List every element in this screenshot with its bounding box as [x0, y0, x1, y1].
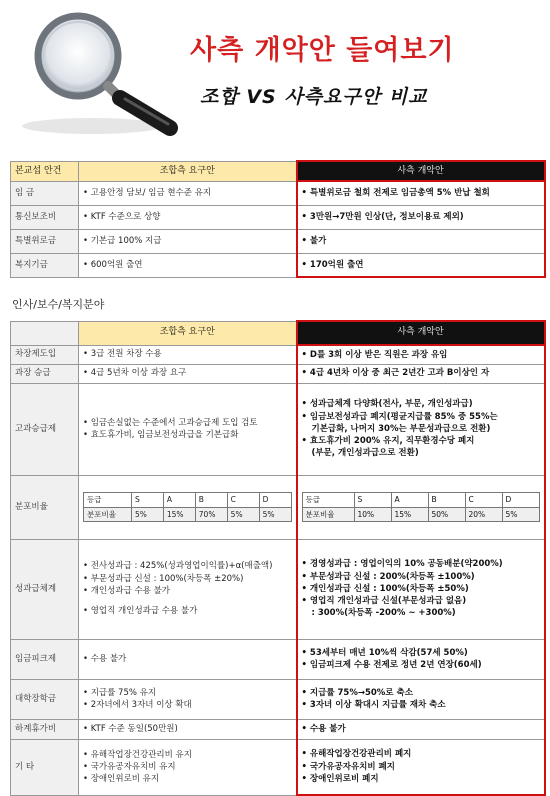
grade-cell: B	[195, 493, 227, 507]
ratio-label: 분포비율	[302, 507, 354, 521]
table-row	[11, 679, 545, 719]
company-proposal: • 성과급체계 다양화(전사, 부문, 개인성과급)	[302, 398, 540, 410]
grade-cell: D	[259, 493, 291, 507]
union-proposal: • 국가유공자유치비 유지	[83, 761, 292, 773]
table-row	[11, 739, 545, 795]
main-negotiation-table	[10, 160, 546, 278]
grade-cell: S	[354, 493, 391, 507]
ratio-cell: 70%	[195, 507, 227, 521]
grade-cell: A	[391, 493, 428, 507]
ratio-cell: 5%	[259, 507, 291, 521]
company-proposal-cont: 기본급화, 나머지 30%는 부문성과급으로 전환)	[311, 423, 491, 434]
grade-label: 등급	[302, 493, 354, 507]
company-proposal: • 170억원 출연	[302, 259, 540, 271]
row-category: 하계휴가비	[11, 719, 79, 739]
row-category: 과장 승급	[11, 364, 79, 383]
company-proposal-cont: (부문, 개인성과급으로 전환)	[311, 448, 419, 459]
ratio-cell: 5%	[502, 507, 539, 521]
union-proposal: • KTF 수준으로 상향	[83, 211, 292, 223]
row-category: 특별위로금	[11, 229, 79, 253]
ratio-cell: 5%	[132, 507, 164, 521]
table-header-row	[11, 161, 545, 181]
union-proposal: • 유해작업장건강관리비 유지	[83, 749, 292, 761]
magnifying-glass-icon	[20, 8, 190, 138]
union-proposal: • 효도휴가비, 임금보전성과급을 기본급화	[83, 429, 292, 441]
union-proposal: • 2자녀에서 3자녀 이상 확대	[83, 699, 292, 711]
row-category: 임 금	[11, 181, 79, 205]
table-row	[11, 205, 545, 229]
grade-cell: C	[465, 493, 502, 507]
row-category: 차장제도입	[11, 345, 79, 364]
union-proposal: • 임금손실없는 수준에서 고과승급제 도입 검토	[83, 417, 292, 429]
table-header-row	[11, 321, 545, 345]
table-row	[11, 639, 545, 679]
header-company: 사측 개악안	[297, 321, 545, 345]
union-proposal: • 600억원 출연	[83, 259, 292, 271]
table-row	[11, 229, 545, 253]
company-proposal: • 장애인위로비 폐지	[302, 773, 540, 785]
table-row	[11, 475, 545, 539]
company-proposal: • 지급률 75%→50%로 축소	[302, 687, 540, 699]
ratio-cell: 20%	[465, 507, 502, 521]
personnel-table	[10, 320, 546, 796]
row-category: 복지기금	[11, 253, 79, 277]
page-subtitle: 조합 VS 사측요구안 비교	[200, 86, 428, 108]
company-proposal: • 영업직 개인성과급 신설(부문성과급 없음)	[302, 595, 540, 607]
company-proposal: • 개인성과급 신설 : 100%(차등폭 ±50%)	[302, 583, 540, 595]
union-distribution-table	[83, 492, 292, 522]
grade-cell: C	[227, 493, 259, 507]
ratio-label: 분포비율	[84, 507, 132, 521]
ratio-cell: 50%	[428, 507, 465, 521]
table-row	[11, 364, 545, 383]
company-proposal: • 효도휴가비 200% 유지, 직무환경수당 폐지	[302, 435, 540, 447]
union-proposal: • 기본급 100% 지급	[83, 235, 292, 247]
union-proposal: • 전사성과급 : 425%(성과영업이익률)+α(매출액)	[83, 560, 292, 572]
company-proposal: • 유해작업장건강관리비 폐지	[302, 748, 540, 760]
grade-cell: A	[163, 493, 195, 507]
company-proposal: • 국가유공자유치비 폐지	[302, 761, 540, 773]
company-proposal: • 부문성과급 신설 : 200%(차등폭 ±100%)	[302, 571, 540, 583]
union-proposal: • 고용안정 담보/ 임금 현수준 유지	[83, 187, 292, 199]
union-proposal: • 개인성과급 수용 불가	[83, 585, 292, 597]
company-proposal: • 임금피크제 수용 전제로 정년 2년 연장(60세)	[302, 659, 540, 671]
header-agenda: 본교섭 안건	[11, 161, 79, 181]
header-blank	[11, 321, 79, 345]
table-row	[11, 181, 545, 205]
ratio-cell: 15%	[391, 507, 428, 521]
row-category: 통신보조비	[11, 205, 79, 229]
page-header	[0, 0, 550, 150]
header-union: 조합측 요구안	[79, 321, 297, 345]
company-proposal: • 수용 불가	[302, 723, 540, 735]
page-title: 사측 개악안 들여보기	[190, 35, 455, 66]
table-row	[11, 383, 545, 475]
union-proposal: • 수용 불가	[83, 653, 292, 665]
row-category: 기 타	[11, 739, 79, 795]
section-title: 인사/보수/복지분야	[12, 298, 105, 311]
company-proposal: • 특별위로금 철회 전제로 임금총액 5% 반납 철회	[302, 187, 540, 199]
row-category: 분포비율	[11, 475, 79, 539]
company-proposal: • D를 3회 이상 받은 직원은 과장 유임	[302, 349, 540, 361]
header-union: 조합측 요구안	[79, 161, 297, 181]
ratio-cell: 10%	[354, 507, 391, 521]
ratio-cell: 15%	[163, 507, 195, 521]
union-proposal: • 4급 5년차 이상 과장 요구	[83, 367, 292, 379]
company-proposal: • 경영성과급 : 영업이익의 10% 공동배분(약200%)	[302, 558, 540, 570]
row-category: 대학장학금	[11, 679, 79, 719]
union-proposal: • 부문성과급 신설 : 100%(차등폭 ±20%)	[83, 573, 292, 585]
row-category: 임금피크제	[11, 639, 79, 679]
table-row	[11, 253, 545, 277]
union-proposal: • 지급률 75% 유지	[83, 687, 292, 699]
company-proposal: • 3만원→7만원 인상(단, 정보이용료 제외)	[302, 211, 540, 223]
company-distribution-table	[302, 492, 540, 522]
company-proposal: • 임금보전성과급 폐지(평균지급률 85% 중 55%는	[302, 411, 540, 423]
company-proposal: • 3자녀 이상 확대시 지급률 재차 축소	[302, 699, 540, 711]
company-proposal: • 53세부터 매년 10%씩 삭감(57세 50%)	[302, 647, 540, 659]
table-row	[11, 345, 545, 364]
grade-cell: S	[132, 493, 164, 507]
union-proposal: • 장애인위로비 유지	[83, 773, 292, 785]
grade-cell: B	[428, 493, 465, 507]
table-row	[11, 719, 545, 739]
company-proposal: • 4급 4년차 이상 중 최근 2년간 고과 B이상인 자	[302, 367, 540, 379]
row-category: 성과급체계	[11, 539, 79, 639]
company-proposal: • 불가	[302, 235, 540, 247]
header-company: 사측 개악안	[297, 161, 545, 181]
union-proposal: • 영업직 개인성과급 수용 불가	[83, 605, 292, 617]
company-proposal-cont: : 300%(차등폭 -200% ~ +300%)	[311, 608, 456, 619]
union-proposal: • 3급 전원 차장 수용	[83, 348, 292, 360]
union-proposal: • KTF 수준 동일(50만원)	[83, 723, 292, 735]
ratio-cell: 5%	[227, 507, 259, 521]
grade-label: 등급	[84, 493, 132, 507]
row-category: 고과승급제	[11, 383, 79, 475]
grade-cell: D	[502, 493, 539, 507]
table-row	[11, 539, 545, 639]
